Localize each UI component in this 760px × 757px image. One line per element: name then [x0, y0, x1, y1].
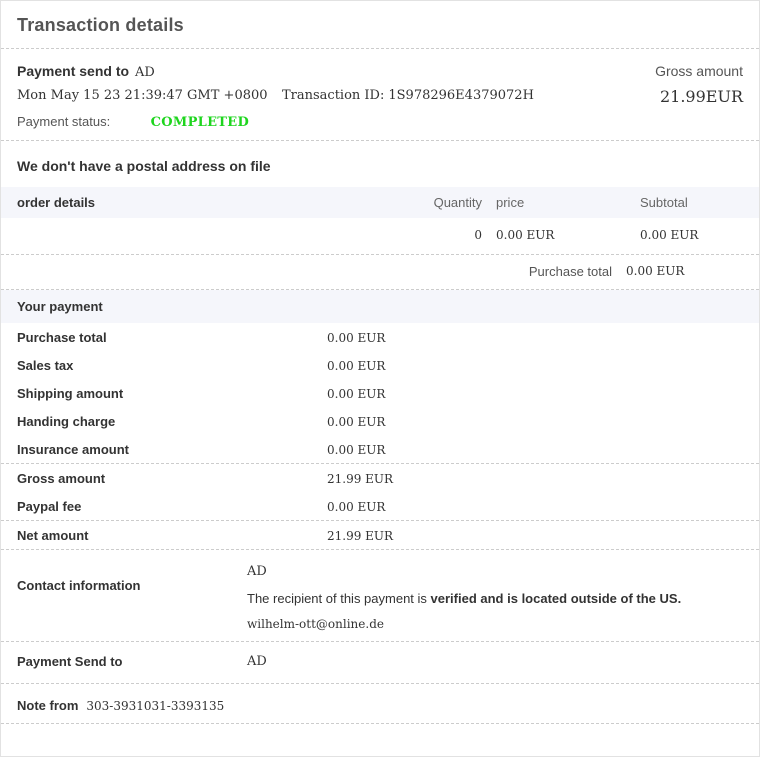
payment-line-gross-amount: [1, 464, 759, 492]
payment-send-to-block: [1, 642, 759, 684]
verified-bold: verified and is located outside of the US.: [430, 591, 682, 606]
payment-line-value: 0.00 EUR: [327, 331, 386, 345]
gross-amount-value: 21.99EUR: [659, 87, 743, 106]
payment-line-value: 21.99 EUR: [327, 472, 394, 486]
order-table-header: [1, 187, 759, 218]
contact-information-block: [1, 550, 759, 642]
order-item-price: 0.00 EUR: [496, 228, 555, 242]
payment-line-value: 0.00 EUR: [327, 415, 386, 429]
payment-send-to-section-label: Payment Send to: [17, 654, 123, 669]
transaction-id-value: 1S978296E4379072H: [388, 88, 534, 103]
column-header-subtotal: Subtotal: [640, 195, 688, 210]
postal-address-notice: We don't have a postal address on file: [17, 158, 271, 174]
contact-name: AD: [247, 564, 267, 579]
order-purchase-total-row: [1, 255, 759, 290]
payment-status-row: [17, 114, 743, 130]
payment-status-label: Payment status:: [17, 114, 111, 129]
column-header-price: price: [496, 195, 525, 210]
column-header-quantity: Quantity: [433, 195, 482, 210]
order-item-subtotal: 0.00 EUR: [640, 228, 699, 242]
payment-line-net-amount: [1, 521, 759, 550]
payment-line-paypal-fee: [1, 492, 759, 521]
note-label: Note from: [17, 698, 79, 713]
transaction-date: Mon May 15 23 21:39:47 GMT +0800: [17, 88, 268, 103]
contact-information-body: [247, 564, 743, 631]
payment-line-value: 0.00 EUR: [327, 387, 386, 401]
payment-send-to-value: AD: [135, 65, 155, 80]
payment-line-label: Purchase total: [17, 330, 107, 345]
purchase-total-label: Purchase total: [528, 264, 612, 279]
table-row: [1, 218, 759, 255]
order-item-name: [17, 228, 347, 242]
payment-line-purchase-total: [1, 323, 759, 351]
purchase-total-value: 0.00 EUR: [626, 264, 685, 278]
contact-information-label: Contact information: [17, 578, 141, 593]
payment-line-label: Paypal fee: [17, 499, 82, 514]
payment-line-label: Sales tax: [17, 358, 74, 373]
payment-line-value: 0.00 EUR: [327, 500, 386, 514]
payment-line-label: Insurance amount: [17, 442, 129, 457]
payment-line-insurance-amount: [1, 435, 759, 464]
payment-line-sales-tax: [1, 351, 759, 379]
payment-line-label: Net amount: [17, 528, 89, 543]
spacer: [17, 264, 347, 279]
payment-line-label: Shipping amount: [17, 386, 124, 401]
payment-line-value: 21.99 EUR: [327, 529, 394, 543]
column-header-order-details: order details: [17, 195, 96, 210]
contact-email: wilhelm-ott@online.de: [247, 617, 384, 631]
payment-line-shipping-amount: [1, 379, 759, 407]
gross-amount-label: Gross amount: [655, 63, 743, 79]
page-header: [1, 1, 759, 49]
page-title: Transaction details: [17, 15, 184, 35]
status-badge: COMPLETED: [150, 115, 250, 130]
your-payment-title: Your payment: [1, 290, 759, 323]
payment-summary-block: [1, 49, 759, 141]
contact-verified-text: [247, 591, 743, 606]
payment-line-handing-charge: [1, 407, 759, 435]
note-value: 303-3931031-3393135: [86, 699, 225, 713]
transaction-meta-row: [17, 88, 743, 103]
order-item-quantity: 0: [474, 228, 482, 242]
payment-line-label: Gross amount: [17, 471, 106, 486]
payment-send-to-label: Payment send to: [17, 63, 130, 79]
payment-send-to-row: [17, 63, 743, 80]
payment-send-to-section-value: AD: [247, 654, 267, 669]
payment-line-value: 0.00 EUR: [327, 443, 386, 457]
verified-prefix: The recipient of this payment is: [247, 591, 431, 606]
payment-line-value: 0.00 EUR: [327, 359, 386, 373]
transaction-id-label: Transaction ID:: [282, 88, 385, 103]
payment-line-label: Handing charge: [17, 414, 116, 429]
note-block: [1, 684, 759, 724]
